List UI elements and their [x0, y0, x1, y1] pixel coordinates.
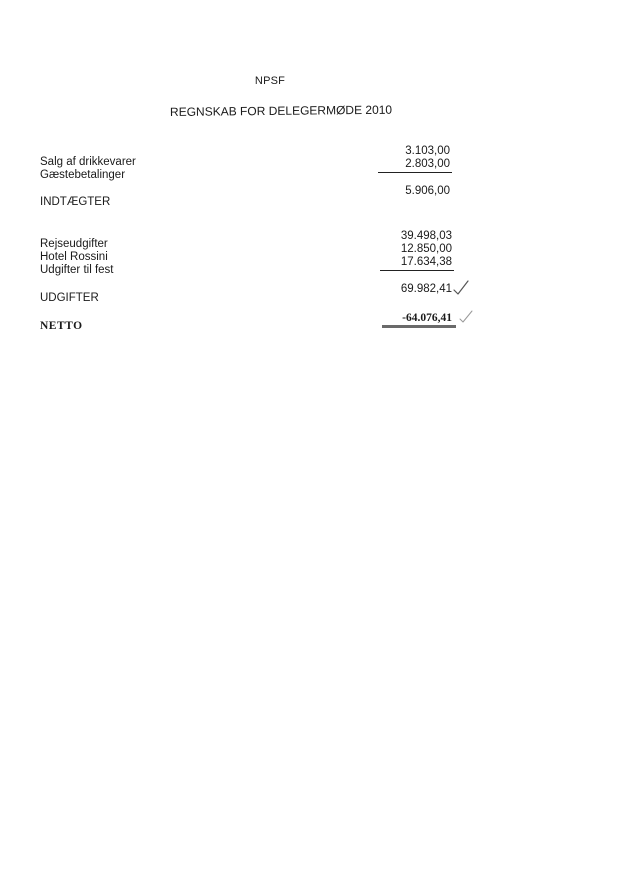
- organization-name: NPSF: [254, 75, 286, 87]
- netto-label: NETTO: [40, 320, 83, 332]
- expense-label-travel: Rejseudgifter: [40, 238, 108, 250]
- income-total-amount: 5.906,00: [405, 185, 450, 197]
- document-title: REGNSKAB FOR DELEGERMØDE 2010: [169, 102, 393, 119]
- income-label-drinks: Salg af drikkevarer: [40, 156, 136, 168]
- netto-amount: -64.076,41: [402, 312, 452, 324]
- expense-total-label: UDGIFTER: [40, 292, 99, 304]
- expense-label-hotel: Hotel Rossini: [40, 251, 108, 263]
- income-amount-guests: 2.803,00: [405, 158, 450, 170]
- expense-underline: [380, 270, 454, 271]
- income-total-label: INDTÆGTER: [40, 196, 111, 208]
- expense-amount-party: 17.634,38: [400, 256, 452, 268]
- expense-label-party: Udgifter til fest: [40, 264, 114, 276]
- expense-total-amount: 69.982,41: [400, 283, 452, 295]
- checkmark-icon: [452, 279, 470, 297]
- income-underline: [378, 172, 452, 173]
- netto-double-underline: [382, 325, 456, 328]
- income-label-guests: Gæstebetalinger: [40, 169, 126, 181]
- expense-amount-hotel: 12.850,00: [400, 243, 452, 255]
- expense-amount-travel: 39.498,03: [400, 230, 452, 242]
- income-amount-drinks: 3.103,00: [405, 145, 450, 157]
- checkmark-icon: [458, 309, 474, 325]
